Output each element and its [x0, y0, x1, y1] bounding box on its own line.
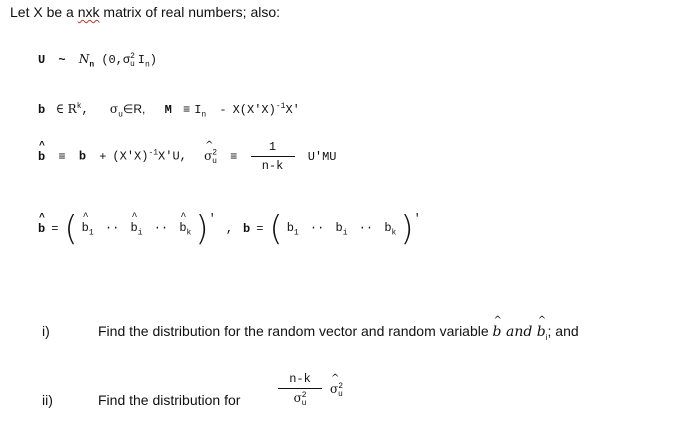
xu-expr: X'U,: [158, 149, 187, 164]
args-close: ): [149, 53, 157, 67]
intro-prefix: Let X be a: [10, 4, 78, 20]
intro-line: [10, 4, 280, 20]
dots1: ··: [104, 220, 120, 235]
xx-expr: (X'X): [112, 149, 149, 164]
reals-k: k: [76, 102, 82, 111]
reals-symbol: R: [67, 102, 77, 116]
b-symbol: b: [78, 149, 87, 164]
x-transpose: X': [285, 103, 300, 117]
item2-num: n-k: [289, 372, 311, 386]
bi-sub: i: [137, 228, 143, 238]
item2-den: [294, 391, 307, 408]
equation-estimators: [38, 140, 337, 173]
umu-expr: U'MU: [307, 149, 337, 164]
equiv-symbol: ≡: [58, 149, 66, 164]
normal-dim: n: [89, 60, 95, 70]
sigmahat-u: u: [212, 157, 217, 167]
equation-u-distribution: [38, 52, 157, 69]
bi: b: [335, 220, 343, 235]
item2-den-sq: 2: [301, 391, 307, 400]
and-word: and: [501, 324, 537, 340]
right-paren: ): [195, 209, 209, 249]
bhat-vector-body: [82, 221, 192, 237]
normal-symbol: N: [78, 52, 90, 66]
b-symbol: b: [243, 222, 251, 236]
args-open: (0,σ: [101, 53, 131, 67]
comma: ,: [81, 103, 89, 117]
fraction: [251, 140, 295, 173]
b-vector-body: [287, 221, 397, 237]
sigma-sq: 2: [130, 52, 135, 61]
bk: b: [384, 220, 392, 235]
dots3: ··: [309, 220, 325, 235]
inverse-exp: -1: [148, 148, 159, 158]
b1-hat: ^ b: [82, 221, 89, 235]
plus-symbol: +: [99, 149, 107, 164]
item-number-1: i): [42, 323, 50, 339]
in-symbol: ∈: [56, 103, 64, 117]
item-text-1: [98, 323, 579, 342]
sigma-in-r: ∈R,: [122, 102, 146, 116]
item2-fraction: [278, 372, 322, 408]
item2-den-u: u: [301, 399, 307, 409]
item2-sigmahat: [330, 382, 343, 399]
identity-symbol: I: [194, 103, 202, 117]
bihat-inline: ^ b: [537, 324, 546, 340]
sigma-u: u: [118, 110, 123, 120]
inverse-exp: -1: [275, 102, 286, 111]
equiv-symbol: ≡: [182, 103, 191, 117]
u-symbol: U: [38, 53, 46, 67]
tilde-symbol: ~: [58, 53, 66, 67]
item2-sigmahat-u: u: [338, 389, 343, 399]
item2-den-sigma: σ: [293, 391, 302, 405]
bhat-inline: ^ b: [493, 324, 502, 340]
projection-expr: X(X'X): [232, 103, 276, 117]
item-text-2: Find the distribution for: [98, 392, 241, 408]
left-paren: (: [64, 209, 78, 249]
intro-suffix: matrix of real numbers; also:: [99, 4, 281, 20]
item1-text: Find the distribution for the random vector and random variable: [98, 323, 493, 339]
bi-sub-2: i: [342, 228, 348, 238]
item2-expression: [278, 372, 343, 408]
item-number-2: ii): [42, 392, 53, 408]
b1: b: [286, 220, 294, 235]
item2-sigmahat-symbol: ^ σ: [330, 382, 338, 396]
dots2: ··: [153, 220, 169, 235]
eq2-symbol: =: [256, 222, 264, 236]
item1-tail: ; and: [547, 323, 579, 339]
identity-dim: n: [144, 60, 150, 70]
equiv2-symbol: ≡: [230, 149, 238, 164]
identity-symbol: I: [137, 53, 145, 67]
comma-symbol: ,: [225, 222, 234, 236]
fraction-den: n-k: [261, 159, 284, 173]
sigma-sub: u: [129, 60, 135, 70]
prime1: ': [208, 212, 216, 226]
prime2: ': [413, 212, 421, 226]
bk-hat: ^ b: [179, 221, 186, 235]
bi-hat: ^ b: [131, 221, 138, 235]
b-symbol: b: [38, 103, 46, 117]
intro-nxk: nxk: [77, 4, 100, 20]
bi-inline-sub: i: [545, 332, 548, 342]
bk-sub: k: [186, 228, 192, 238]
right-paren-2: ): [400, 209, 414, 249]
sigmahat-symbol: ^ σ: [204, 149, 212, 163]
dots4: ··: [358, 220, 374, 235]
minus-symbol: -: [219, 103, 227, 117]
fraction-num: 1: [268, 140, 277, 154]
sigmahat-sq: 2: [212, 148, 218, 158]
sigma-symbol: σ: [109, 102, 119, 116]
bhat-symbol: ^ b: [38, 150, 45, 164]
b1-sub-2: 1: [293, 228, 299, 238]
bhat-symbol: ^ b: [38, 222, 45, 236]
eq-symbol: =: [51, 222, 59, 236]
equation-vectors: [38, 209, 421, 249]
b1-sub: 1: [88, 228, 94, 238]
left-paren-2: (: [269, 209, 283, 249]
identity-dim: n: [201, 110, 207, 120]
item2-sigmahat-sq: 2: [338, 381, 344, 391]
equation-definitions: [38, 102, 300, 119]
bk-sub-2: k: [391, 228, 397, 238]
m-symbol: M: [164, 103, 172, 117]
